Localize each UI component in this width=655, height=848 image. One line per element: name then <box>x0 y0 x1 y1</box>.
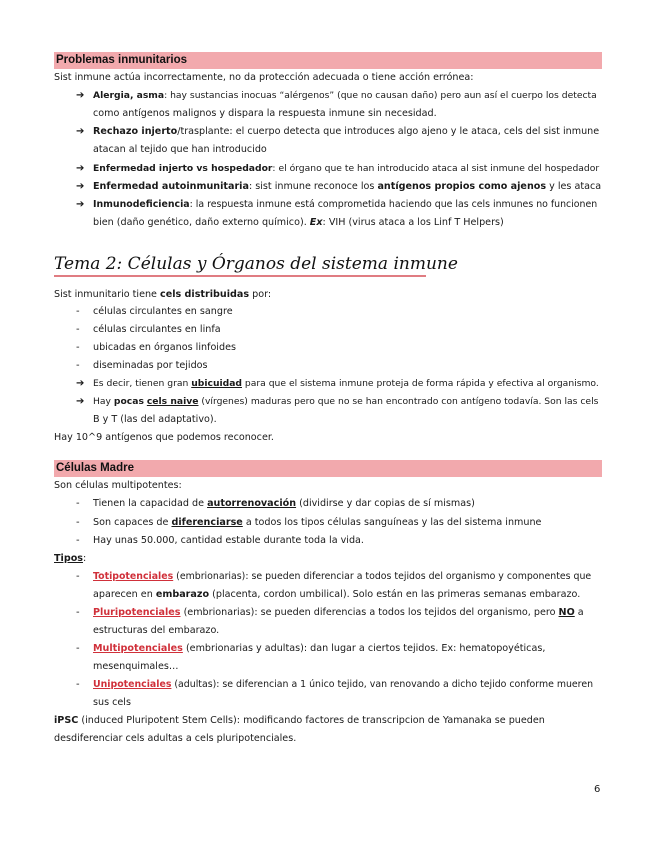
arrow-bullet-icon: ➔ <box>76 396 85 407</box>
list-item-continuation: estructuras del embarazo. <box>93 625 220 636</box>
paragraph: Hay 10^9 antígenos que podemos reconocer. <box>54 432 274 443</box>
list-item: Son capaces de diferenciarse a todos los tipos células sanguíneas y las del sistema inmune <box>93 517 542 528</box>
section-header-celulas-madre: Células Madre <box>54 460 602 477</box>
section-header-problemas: Problemas inmunitarios <box>54 52 602 69</box>
list-item: células circulantes en sangre <box>93 306 233 317</box>
list-item: Hay unas 50.000, cantidad estable durante toda la vida. <box>93 535 364 546</box>
list-item: ubicadas en órganos linfoides <box>93 342 236 353</box>
dash-bullet-icon: - <box>76 643 80 654</box>
arrow-bullet-icon: ➔ <box>76 126 85 137</box>
dash-bullet-icon: - <box>76 324 80 335</box>
dash-bullet-icon: - <box>76 679 80 690</box>
dash-bullet-icon: - <box>76 607 80 618</box>
list-item: Rechazo injerto/trasplante: el cuerpo detecta que introduces algo ajeno y le ataca, cels del sist inmune <box>93 126 600 137</box>
list-item-continuation: atacan al tejido que han introducido <box>93 144 267 155</box>
dash-bullet-icon: - <box>76 306 80 317</box>
list-item: diseminadas por tejidos <box>93 360 208 371</box>
paragraph-continuation: desdiferenciar cels adultas a cels pluripotenciales. <box>54 733 297 744</box>
dash-bullet-icon: - <box>76 535 80 546</box>
heading-underline <box>54 275 426 277</box>
list-item: Pluripotenciales (embrionarias): se pueden diferencias a todos los tejidos del organismo, pero NO a <box>93 607 584 618</box>
list-item: Enfermedad autoinmunitaria: sist inmune reconoce los antígenos propios como ajenos y les ataca <box>93 181 602 192</box>
list-item-continuation: bien (daño genético, daño externo químico). Ex: VIH (virus ataca a los Linf T Helpers) <box>93 217 504 228</box>
dash-bullet-icon: - <box>76 342 80 353</box>
dash-bullet-icon: - <box>76 498 80 509</box>
paragraph: Sist inmune actúa incorrectamente, no da protección adecuada o tiene acción errónea: <box>54 72 474 83</box>
dash-bullet-icon: - <box>76 517 80 528</box>
list-item: Es decir, tienen gran ubicuidad para que el sistema inmune proteja de forma rápida y efectiva al organismo. <box>93 378 599 389</box>
list-item-continuation: B y T (las del adaptativo). <box>93 414 217 425</box>
list-item: células circulantes en linfa <box>93 324 221 335</box>
list-item: Multipotenciales (embrionarias y adultas): dan lugar a ciertos tejidos. Ex: hematopoyéticas, <box>93 643 546 654</box>
page-number: 6 <box>594 784 601 795</box>
list-item: Hay pocas cels naive (vírgenes) maduras pero que no se han encontrado con antígeno todavía. Son las cels <box>93 396 599 407</box>
list-item-continuation: sus cels <box>93 697 131 708</box>
list-item-continuation: mesenquimales… <box>93 661 179 672</box>
list-item: Unipotenciales (adultas): se diferencian a 1 único tejido, van renovando a dicho tejido conforme mueren <box>93 679 594 690</box>
arrow-bullet-icon: ➔ <box>76 378 85 389</box>
paragraph: Sist inmunitario tiene cels distribuidas por: <box>54 289 272 300</box>
list-item-continuation: como antígenos malignos y dispara la respuesta inmune sin necesidad. <box>93 108 437 119</box>
list-item: Tienen la capacidad de autorrenovación (dividirse y dar copias de sí mismas) <box>93 498 475 509</box>
dash-bullet-icon: - <box>76 360 80 371</box>
arrow-bullet-icon: ➔ <box>76 163 85 174</box>
list-item: Enfermedad injerto vs hospedador: el órgano que te han introducido ataca al sist inmune del hospedador <box>93 163 600 174</box>
arrow-bullet-icon: ➔ <box>76 181 85 192</box>
list-item: Alergia, asma: hay sustancias inocuas “alérgenos” (que no causan daño) pero aun así el cuerpo los detecta <box>93 90 597 101</box>
list-item: Inmunodeficiencia: la respuesta inmune está comprometida haciendo que las cels inmunes no funcionen <box>93 199 598 210</box>
paragraph: Tipos: <box>54 553 87 564</box>
dash-bullet-icon: - <box>76 571 80 582</box>
chapter-heading: Tema 2: Células y Órganos del sistema inmune <box>54 254 458 274</box>
list-item: Totipotenciales (embrionarias): se pueden diferenciar a todos tejidos del organismo y componentes que <box>93 571 592 582</box>
arrow-bullet-icon: ➔ <box>76 90 85 101</box>
arrow-bullet-icon: ➔ <box>76 199 85 210</box>
paragraph: Son células multipotentes: <box>54 480 182 491</box>
paragraph: iPSC (induced Pluripotent Stem Cells): modificando factores de transcripcion de Yamanaka se pueden <box>54 715 545 726</box>
list-item-continuation: aparecen en embarazo (placenta, cordon umbilical). Solo están en las primeras semanas embarazo. <box>93 589 581 600</box>
